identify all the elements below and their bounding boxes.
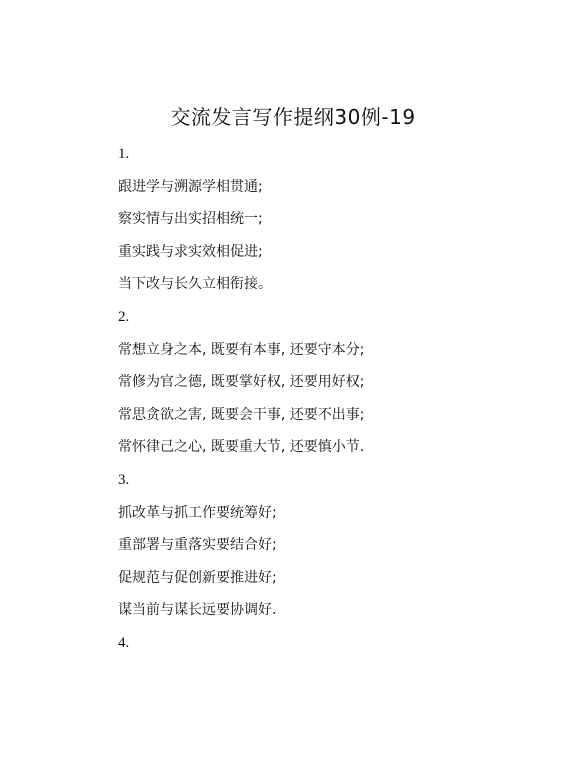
body-line: 当下改与长久立相衔接。 bbox=[118, 276, 272, 293]
body-line: 常想立身之本, 既要有本事, 还要守本分; bbox=[118, 341, 365, 358]
body-line: 重实践与求实效相促进; bbox=[118, 243, 263, 260]
body-line: 促规范与促创新要推进好; bbox=[118, 569, 277, 586]
body-line: 谋当前与谋长远要协调好. bbox=[118, 602, 277, 619]
document-body bbox=[118, 140, 558, 662]
body-line: 常怀律己之心, 既要重大节, 还要慎小节. bbox=[118, 439, 365, 456]
section-number-3: 3. bbox=[118, 471, 130, 488]
body-line: 跟进学与溯源学相贯通; bbox=[118, 178, 263, 195]
section-number-4: 4. bbox=[118, 634, 130, 651]
section-number-1: 1. bbox=[118, 146, 130, 162]
section-number-2: 2. bbox=[118, 308, 130, 325]
body-line: 常思贪欲之害, 既要会干事, 还要不出事; bbox=[118, 406, 365, 423]
body-line: 察实情与出实招相统一; bbox=[118, 211, 263, 228]
document-title: 交流发言写作提纲30例-19 bbox=[170, 105, 416, 129]
body-line: 抓改革与抓工作要统筹好; bbox=[118, 504, 277, 521]
body-line: 重部署与重落实要结合好; bbox=[118, 537, 277, 554]
body-line: 常修为官之德, 既要掌好权, 还要用好权; bbox=[118, 374, 365, 391]
